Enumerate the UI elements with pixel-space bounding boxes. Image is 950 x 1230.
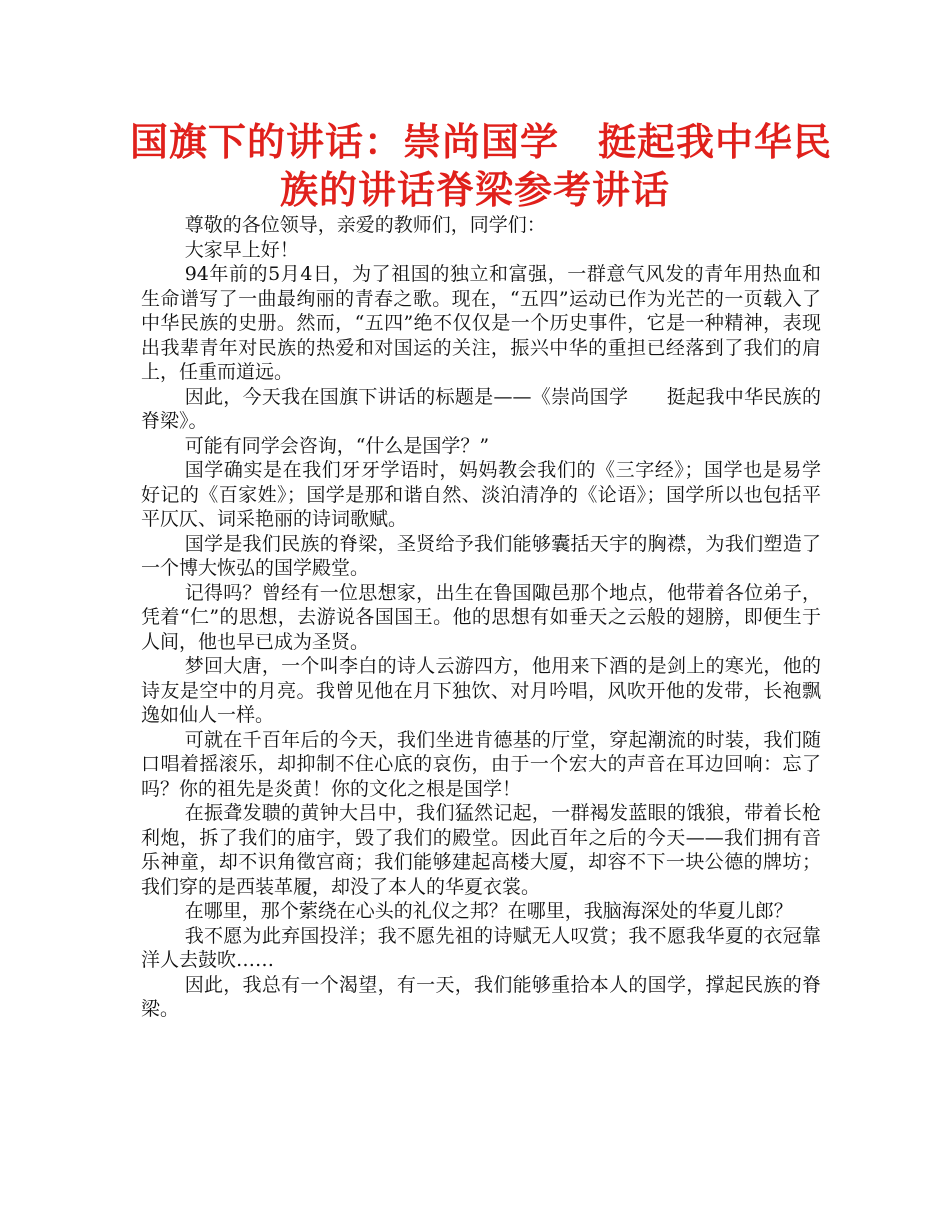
body-paragraph: 在振聋发聩的黄钟大吕中，我们猛然记起，一群褐发蓝眼的饿狼，带着长枪利炮，拆了我们的庙宇，毁了我们的殿堂。因此百年之后的今天——我们拥有音乐神童，却不识角徵宫商；我们能够建起高楼大厦，却容不下一块公德的牌坊；我们穿的是西装革履，却没了本人的华夏衣裳。	[141, 802, 821, 898]
body-paragraph: 记得吗？曾经有一位思想家，出生在鲁国陬邑那个地点，他带着各位弟子，凭着“仁”的思想，去游说各国国王。他的思想有如垂天之云般的翅膀，即便生于人间，他也早已成为圣贤。	[141, 581, 821, 653]
body-paragraph: 我不愿为此弃国投洋；我不愿先祖的诗赋无人叹赏；我不愿我华夏的衣冠靠洋人去鼓吹……	[141, 924, 821, 971]
document-title	[130, 118, 833, 214]
body-paragraph: 国学是我们民族的脊梁，圣贤给予我们能够囊括天宇的胸襟，为我们塑造了一个博大恢弘的国学殿堂。	[141, 532, 821, 579]
body-paragraph: 94年前的5月4日，为了祖国的独立和富强，一群意气风发的青年用热血和生命谱写了一曲最绚丽的青春之歌。现在，“五四”运动已作为光芒的一页载入了中华民族的史册。然而，“五四”绝不仅仅是一个历史事件，它是一种精神，表现出我辈青年对民族的热爱和对国运的关注，振兴中华的重担已经落到了我们的肩上，任重而道远。	[141, 263, 821, 383]
greeting-paragraph: 大家早上好！	[184, 238, 299, 261]
closing-paragraph: 因此，我总有一个渴望，有一天，我们能够重拾本人的国学，撑起民族的脊梁。	[141, 973, 821, 1020]
salutation-paragraph: 尊敬的各位领导，亲爱的教师们，同学们：	[184, 214, 546, 236]
body-paragraph: 梦回大唐，一个叫李白的诗人云游四方，他用来下酒的是剑上的寒光，他的诗友是空中的月亮。我曾见他在月下独饮、对月吟唱，风吹开他的发带，长袍飘逸如仙人一样。	[141, 655, 821, 726]
body-paragraph: 在哪里，那个萦绕在心头的礼仪之邦？在哪里，我脑海深处的华夏儿郎？	[184, 900, 793, 922]
body-paragraph: 国学确实是在我们牙牙学语时，妈妈教会我们的《三字经》；国学也是易学好记的《百家姓》；国学是那和谐自然、淡泊清净的《论语》；国学所以也包括平平仄仄、词采艳丽的诗词歌赋。	[141, 459, 821, 530]
body-paragraph: 可能有同学会咨询，“什么是国学？”	[184, 434, 490, 457]
title-line: 族的讲话脊梁参考讲话	[279, 168, 670, 212]
body-paragraph: 可就在千百年后的今天，我们坐进肯德基的厅堂，穿起潮流的时装，我们随口唱着摇滚乐，却抑制不住心底的哀伤，由于一个宏大的声音在耳边回响：忘了吗？你的祖先是炎黄！你的文化之根是国学！	[141, 728, 821, 800]
document-body	[141, 213, 821, 1022]
title-line: 国旗下的讲话：崇尚国学 挺起我中华民	[130, 120, 833, 164]
body-paragraph: 因此，今天我在国旗下讲话的标题是——《崇尚国学 挺起我中华民族的脊梁》。	[141, 385, 821, 432]
